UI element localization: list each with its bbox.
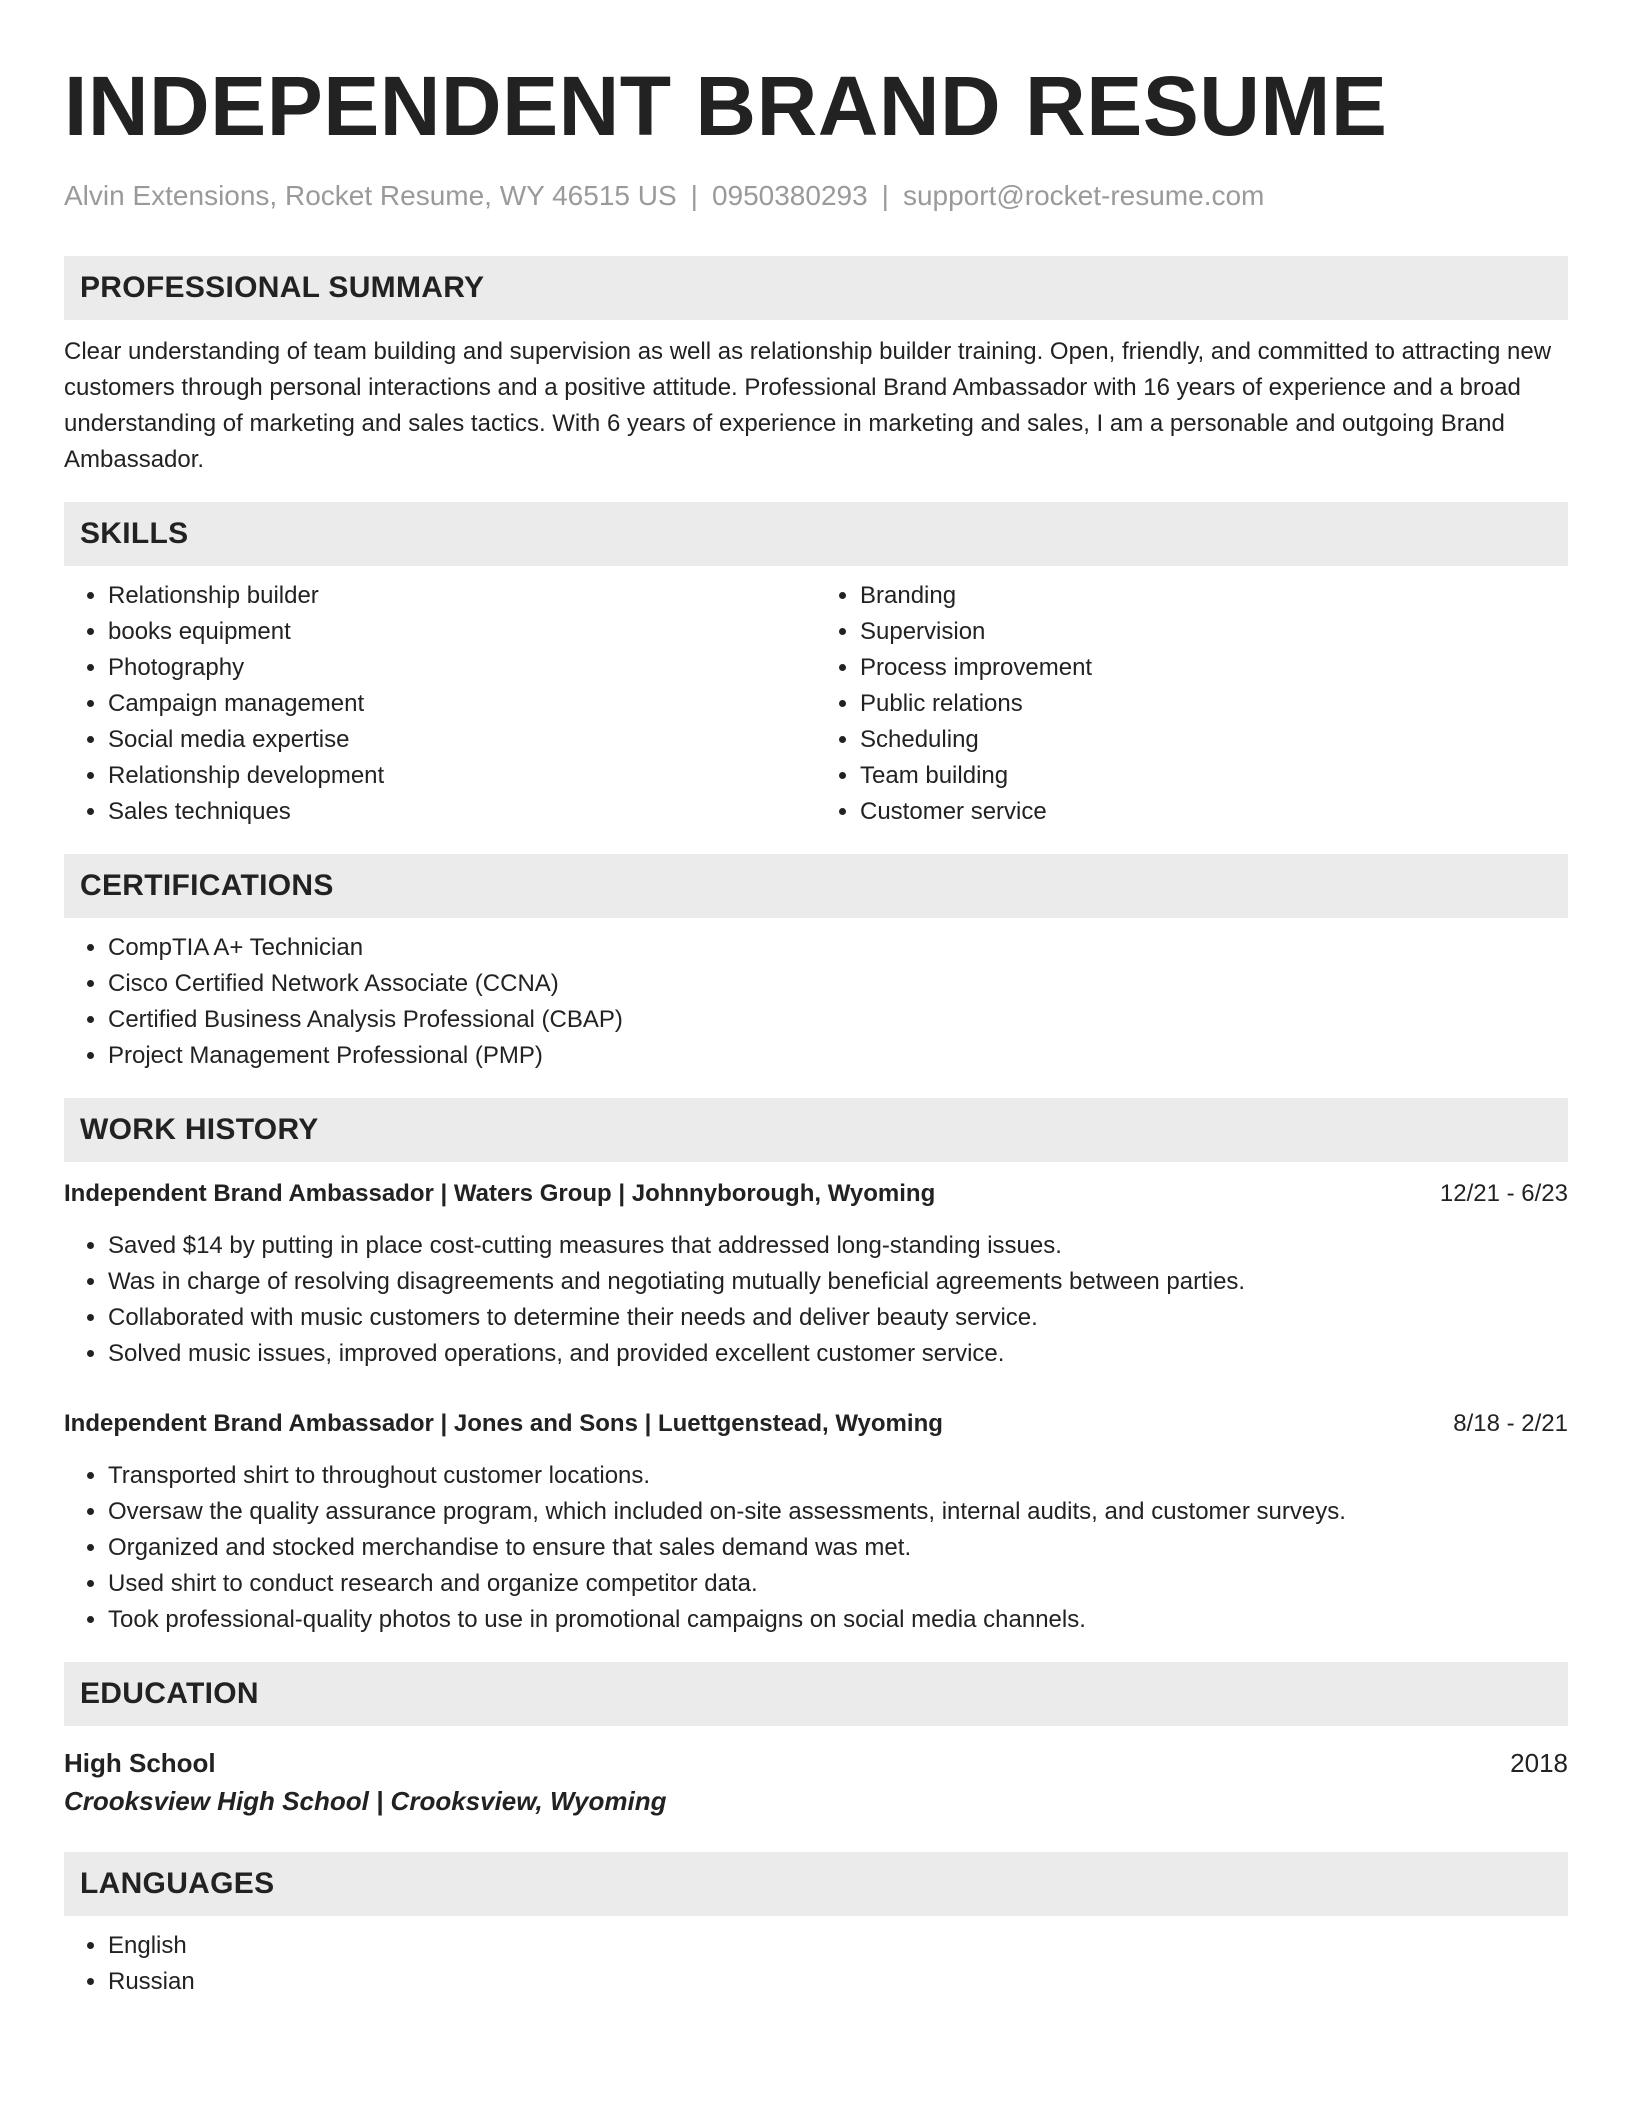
certification-item: • Project Management Professional (PMP) [108,1038,1568,1074]
education-entry [64,1744,1568,1820]
job-bullet: • Organized and stocked merchandise to ensure that sales demand was met. [108,1530,1568,1566]
skill-item: • Public relations [860,686,1568,722]
skill-item: • books equipment [108,614,816,650]
skills-column-left [64,578,816,830]
certification-item: • Cisco Certified Network Associate (CCNA) [108,966,1568,1002]
job-bullet: • Took professional-quality photos to use in promotional campaigns on social media channels. [108,1602,1568,1638]
education-year: 2018 [1510,1748,1568,1778]
skills-column-right [816,578,1568,830]
skill-item: • Relationship development [108,758,816,794]
resume-title: INDEPENDENT BRAND RESUME [64,59,1388,153]
skill-item: • Supervision [860,614,1568,650]
job-bullet: • Transported shirt to throughout customer locations. [108,1458,1568,1494]
section-heading-skills: SKILLS [64,502,1568,566]
section-heading-certifications: CERTIFICATIONS [64,854,1568,918]
contact-line [64,178,1568,214]
skill-item: • Scheduling [860,722,1568,758]
job-entry [64,1406,1568,1638]
language-item: • Russian [108,1964,1568,2000]
skill-item: • Sales techniques [108,794,816,830]
language-item: • English [108,1928,1568,1964]
skill-item: • Social media expertise [108,722,816,758]
job-header [64,1406,1568,1442]
contact-email[interactable]: support@rocket-resume.com [902,180,1265,211]
skill-item: • Relationship builder [108,578,816,614]
education-header [64,1744,1568,1782]
languages-list [64,1928,1568,2000]
job-title: Independent Brand Ambassador | Jones and Sons | Luettgenstead, Wyoming [64,1410,943,1437]
certification-item: • CompTIA A+ Technician [108,930,1568,966]
contact-address: Alvin Extensions, Rocket Resume, WY 46515 US [64,180,677,211]
job-dates: 12/21 - 6/23 [1439,1180,1568,1207]
skill-item: • Photography [108,650,816,686]
job-dates: 8/18 - 2/21 [1453,1410,1568,1437]
job-bullet: • Used shirt to conduct research and organize competitor data. [108,1566,1568,1602]
contact-separator: | [690,180,698,211]
skill-item: • Campaign management [108,686,816,722]
certification-item: • Certified Business Analysis Professional (CBAP) [108,1002,1568,1038]
skill-item: • Customer service [860,794,1568,830]
job-bullets [64,1228,1568,1372]
section-heading-work-history: WORK HISTORY [64,1098,1568,1162]
section-heading-summary: PROFESSIONAL SUMMARY [64,256,1568,320]
section-heading-education: EDUCATION [64,1662,1568,1726]
contact-separator: | [881,180,889,211]
education-degree: High School [64,1748,216,1778]
job-bullet: • Saved $14 by putting in place cost-cutting measures that addressed long-standing issues. [108,1228,1568,1264]
skill-item: • Branding [860,578,1568,614]
job-bullet: • Oversaw the quality assurance program, which included on-site assessments, internal audits, and customer surveys. [108,1494,1568,1530]
job-bullets [64,1458,1568,1638]
job-entry [64,1176,1568,1372]
job-bullet: • Solved music issues, improved operations, and provided excellent customer service. [108,1336,1568,1372]
skill-item: • Team building [860,758,1568,794]
summary-text: Clear understanding of team building and supervision as well as relationship builder training. Open, friendly, and committed to attracting new customers through personal interactions and a positive attitude. Professional Brand Ambassador with 16 years of experience and a broad understanding of marketing and sales tactics. With 6 years of experience in marketing and sales, I am a personable and outgoing Brand Ambassador. [64,338,1552,473]
job-title: Independent Brand Ambassador | Waters Group | Johnnyborough, Wyoming [64,1180,936,1207]
job-bullet: • Was in charge of resolving disagreements and negotiating mutually beneficial agreements between parties. [108,1264,1568,1300]
job-header [64,1176,1568,1212]
skill-item: • Process improvement [860,650,1568,686]
section-heading-languages: LANGUAGES [64,1852,1568,1916]
job-bullet: • Collaborated with music customers to determine their needs and deliver beauty service. [108,1300,1568,1336]
contact-phone: 0950380293 [711,180,868,211]
skills-list [64,578,1568,830]
education-school: Crooksview High School | Crooksview, Wyoming [64,1786,667,1816]
certifications-list [64,930,1568,1074]
